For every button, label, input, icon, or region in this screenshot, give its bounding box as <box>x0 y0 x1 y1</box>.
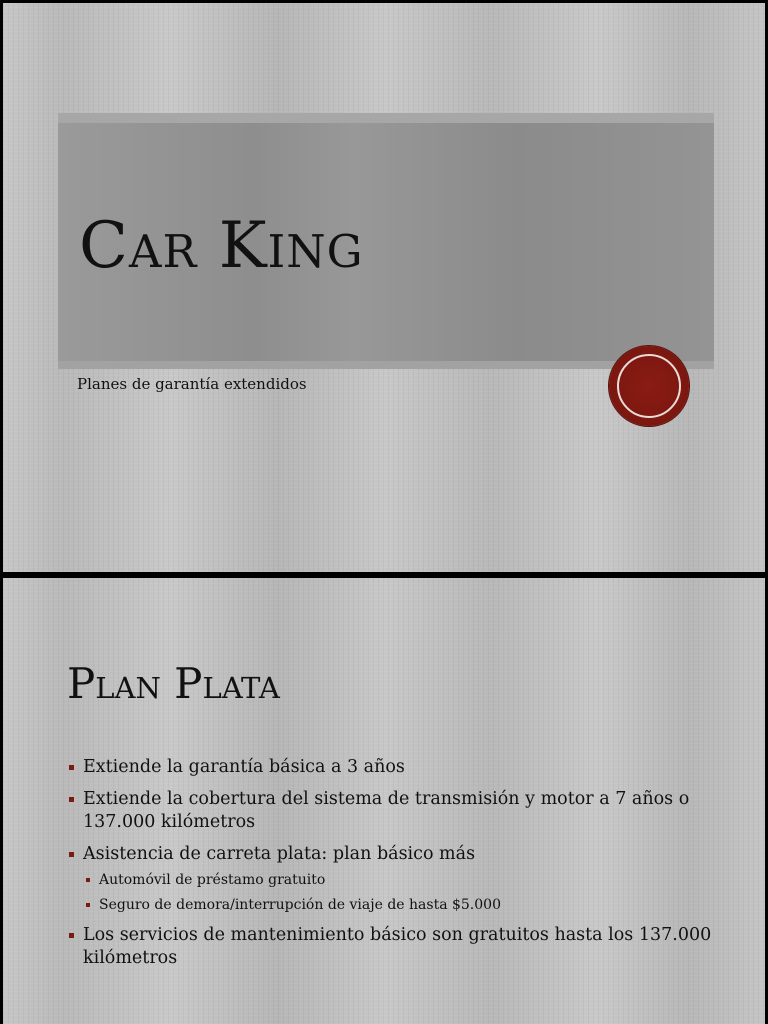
sub-bullet-list <box>83 870 717 915</box>
sub-bullet-item: Seguro de demora/interrupción de viaje de hasta $5.000 <box>83 895 717 915</box>
bullet-item <box>67 843 717 915</box>
bullet-item: Extiende la cobertura del sistema de transmisión y motor a 7 años o 137.000 kilómetros <box>67 788 717 834</box>
bullet-item: Extiende la garantía básica a 3 años <box>67 756 717 779</box>
slide-subtitle: Planes de garantía extendidos <box>77 375 307 393</box>
slide-heading: Plan Plata <box>67 659 280 708</box>
title-band-top-strip <box>58 113 714 123</box>
bullet-list <box>67 756 717 979</box>
red-seal-icon <box>609 346 689 426</box>
slide-title: Car King <box>79 209 364 283</box>
title-slide <box>3 3 765 572</box>
sub-bullet-item: Automóvil de préstamo gratuito <box>83 870 717 890</box>
bullet-item-text: Asistencia de carreta plata: plan básico más <box>83 844 476 864</box>
content-slide <box>3 578 765 1024</box>
bullet-item: Los servicios de mantenimiento básico son gratuitos hasta los 137.000 kilómetros <box>67 924 717 970</box>
